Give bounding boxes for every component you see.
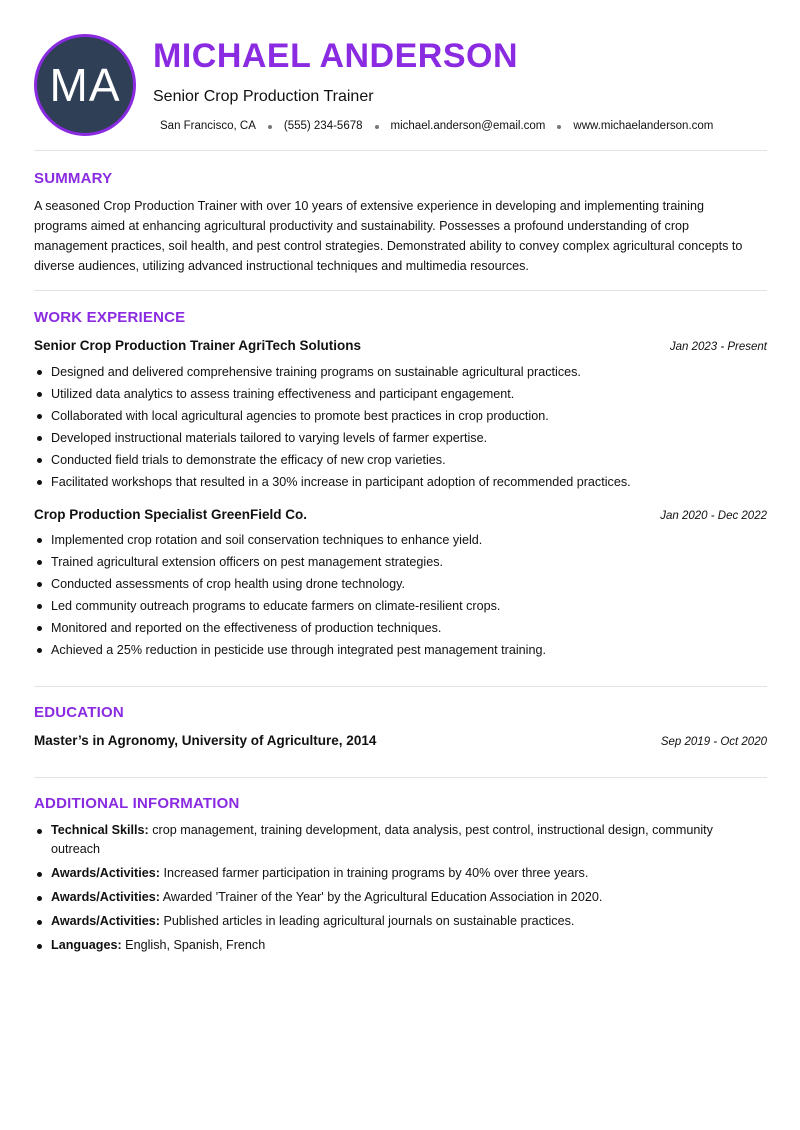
- job-role: Senior Crop Production Trainer AgriTech Solutions: [34, 338, 362, 353]
- bullet-separator-icon: [375, 125, 379, 129]
- education-date: Sep 2019 - Oct 2020: [660, 736, 767, 748]
- item-label: Awards/Activities:: [51, 890, 160, 904]
- section-title-additional: ADDITIONAL INFORMATION: [34, 795, 240, 812]
- list-item: Utilized data analytics to assess training effectiveness and participant engagement.: [34, 383, 759, 405]
- bullet-separator-icon: [557, 125, 561, 129]
- bullet-separator-icon: [268, 125, 272, 129]
- candidate-name: MICHAEL ANDERSON: [153, 37, 519, 75]
- list-item: Conducted field trials to demonstrate the efficacy of new crop varieties.: [34, 449, 759, 471]
- list-item: [34, 936, 759, 955]
- job-header: [34, 338, 767, 353]
- education-header: [34, 733, 767, 748]
- divider: [34, 290, 767, 291]
- summary-text: A seasoned Crop Production Trainer with over 10 years of extensive experience in developing and implementing training programs aimed at enhancing agricultural productivity and sustainability. Possesses a profound understanding of crop management practices, soil health, and pest control strategies. Demonstrated ability to convey complex agricultural concepts to diverse audiences, utilizing advanced instructional techniques and multimedia resources.: [34, 199, 743, 273]
- job-bullets: [34, 361, 759, 493]
- list-item: Led community outreach programs to educate farmers on climate-resilient crops.: [34, 595, 759, 617]
- avatar-initials: MA: [49, 59, 121, 111]
- item-label: Awards/Activities:: [51, 914, 160, 928]
- job-date: Jan 2020 - Dec 2022: [660, 510, 767, 522]
- divider: [34, 686, 767, 687]
- list-item: Designed and delivered comprehensive training programs on sustainable agricultural practices.: [34, 361, 759, 383]
- divider: [34, 777, 767, 778]
- job-role: Crop Production Specialist GreenField Co.: [34, 507, 308, 522]
- item-text: crop management, training development, data analysis, pest control, instructional design, community outreach: [51, 823, 713, 856]
- list-item: Developed instructional materials tailored to varying levels of farmer expertise.: [34, 427, 759, 449]
- education-degree: Master’s in Agronomy, University of Agriculture, 2014: [34, 733, 377, 748]
- section-title-experience: WORK EXPERIENCE: [34, 309, 186, 326]
- contact-phone: (555) 234-5678: [283, 120, 363, 132]
- contact-row: [160, 120, 713, 132]
- item-text: Increased farmer participation in training programs by 40% over three years.: [159, 866, 589, 880]
- list-item: Monitored and reported on the effectiveness of production techniques.: [34, 617, 759, 639]
- job-header: [34, 507, 767, 522]
- item-text: English, Spanish, French: [121, 938, 266, 952]
- avatar: [34, 34, 136, 136]
- contact-email[interactable]: michael.anderson@email.com: [390, 120, 546, 132]
- job-date: Jan 2023 - Present: [669, 341, 767, 353]
- list-item: Conducted assessments of crop health using drone technology.: [34, 573, 759, 595]
- candidate-title: Senior Crop Production Trainer: [153, 88, 374, 105]
- section-title-summary: SUMMARY: [34, 170, 113, 187]
- list-item: Trained agricultural extension officers on pest management strategies.: [34, 551, 759, 573]
- list-item: [34, 888, 759, 907]
- item-text: Published articles in leading agricultural journals on sustainable practices.: [159, 914, 575, 928]
- list-item: [34, 912, 759, 931]
- additional-list: [34, 821, 759, 960]
- contact-location: San Francisco, CA: [160, 120, 256, 132]
- list-item: [34, 864, 759, 883]
- list-item: Collaborated with local agricultural agencies to promote best practices in crop production.: [34, 405, 759, 427]
- list-item: Implemented crop rotation and soil conservation techniques to enhance yield.: [34, 529, 759, 551]
- contact-website[interactable]: www.michaelanderson.com: [573, 120, 714, 132]
- item-label: Languages:: [51, 938, 122, 952]
- section-title-education: EDUCATION: [34, 704, 124, 721]
- item-label: Awards/Activities:: [51, 866, 160, 880]
- divider: [34, 150, 767, 151]
- item-text: Awarded 'Trainer of the Year' by the Agricultural Education Association in 2020.: [159, 890, 603, 904]
- list-item: Facilitated workshops that resulted in a 30% increase in participant adoption of recommended practices.: [34, 471, 759, 493]
- item-label: Technical Skills:: [51, 823, 149, 837]
- list-item: Achieved a 25% reduction in pesticide use through integrated pest management training.: [34, 639, 759, 661]
- list-item: [34, 821, 759, 859]
- job-bullets: [34, 529, 759, 661]
